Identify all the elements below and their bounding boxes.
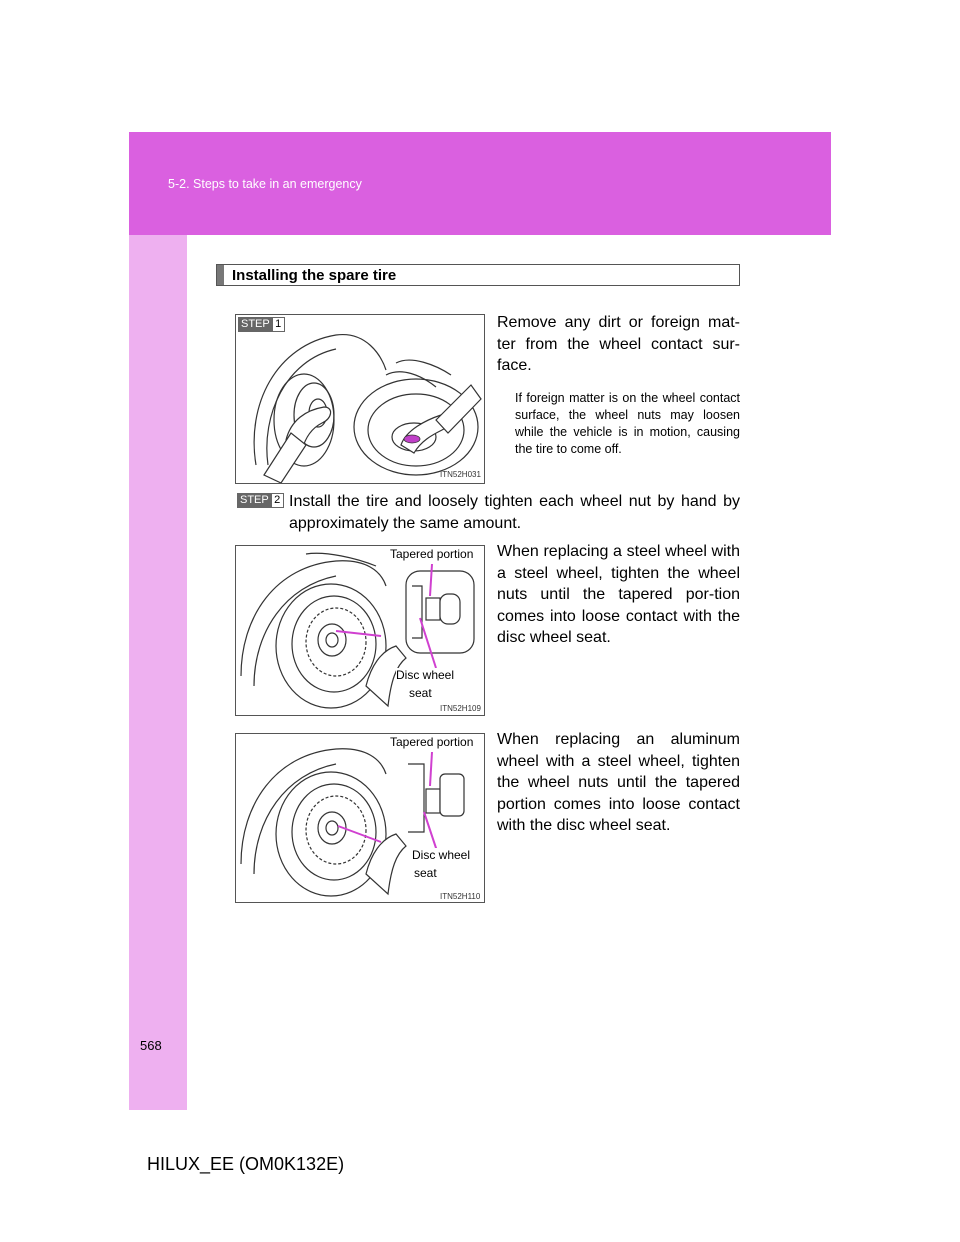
- side-color-band: [129, 132, 187, 1110]
- aluminum-wheel-drawing: [236, 734, 485, 903]
- section-title: Installing the spare tire: [232, 267, 397, 284]
- step1-drawing: [236, 315, 485, 484]
- step1-badge: [238, 317, 285, 332]
- step-number: 1: [273, 317, 285, 332]
- figure-code: ITN52H109: [440, 704, 481, 713]
- callout-tapered-portion: Tapered portion: [390, 735, 474, 749]
- section-heading: [216, 264, 740, 286]
- figure-code: ITN52H031: [440, 470, 481, 479]
- step-number: 2: [272, 493, 284, 508]
- callout-disc-wheel-line2: seat: [414, 866, 437, 880]
- section-heading-accent: [217, 265, 224, 285]
- step1-text: Remove any dirt or foreign mat-ter from the wheel contact sur-face.: [497, 314, 740, 374]
- step2-badge: [237, 493, 284, 508]
- callout-disc-wheel-line2: seat: [409, 686, 432, 700]
- steel-wheel-illustration: [235, 545, 485, 716]
- steel-wheel-text: When replacing a steel wheel with a steel wheel, tighten the wheel nuts until the tapered por-tion comes into loose contact with the disc wheel seat.: [497, 543, 740, 646]
- steel-wheel-drawing: [236, 546, 485, 716]
- callout-disc-wheel-line1: Disc wheel: [412, 848, 471, 862]
- footer-manual-code: HILUX_EE (OM0K132E): [147, 1154, 345, 1174]
- step2-text: Install the tire and loosely tighten each wheel nut by hand by approximately the same amount.: [289, 493, 740, 532]
- step-label: STEP: [238, 317, 273, 332]
- page-number: 568: [140, 1038, 162, 1053]
- figure-code: ITN52H110: [440, 892, 481, 901]
- step-label: STEP: [237, 493, 272, 508]
- breadcrumb: 5-2. Steps to take in an emergency: [168, 177, 362, 191]
- aluminum-wheel-illustration: [235, 733, 485, 903]
- aluminum-wheel-text: When replacing an aluminum wheel with a steel wheel, tighten the wheel nuts until the tapered portion comes into loose contact with the disc wheel seat.: [497, 731, 740, 834]
- callout-tapered-portion: Tapered portion: [390, 547, 474, 561]
- callout-disc-wheel-line1: Disc wheel: [396, 668, 455, 682]
- step1-illustration: [235, 314, 485, 484]
- step1-note: If foreign matter is on the wheel contact surface, the wheel nuts may loosen while the vehicle is in motion, causing the tire to come off.: [515, 391, 740, 456]
